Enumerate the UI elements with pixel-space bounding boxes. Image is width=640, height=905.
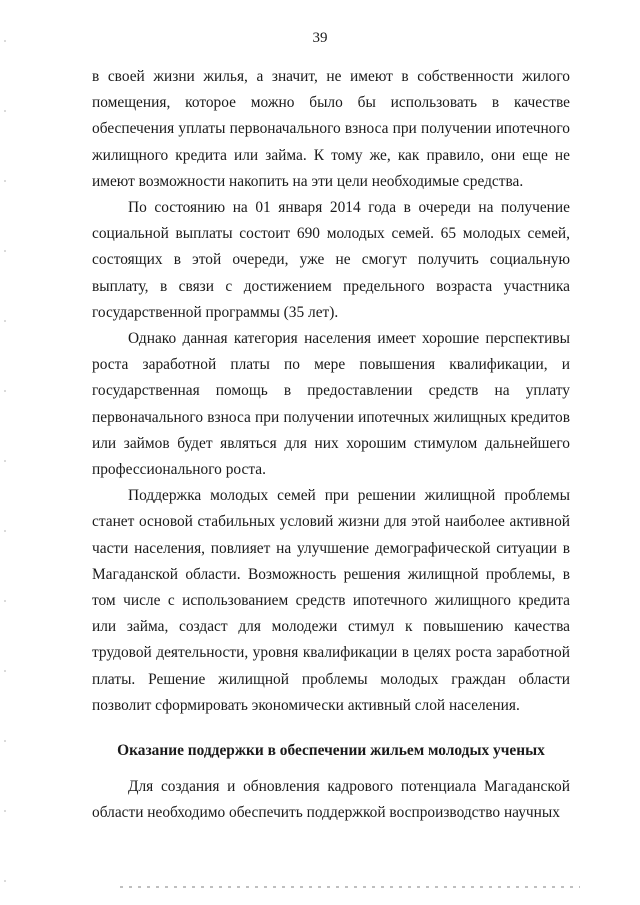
paragraph-prospects: Однако данная категория населения имеет хорошие перспективы роста заработной платы по мере повышения квалификации, и государственная помощь в предоставлении средств на уплату первоначального взноса при получении ипотечных жилищных кредитов или займов будет являться для них хорошим стимулом дальнейшего профессионального роста. [92, 330, 570, 479]
paragraph-support-families: Поддержка молодых семей при решении жилищной проблемы станет основой стабильных условий жизни для этой наиболее активной части населения, повлияет на улучшение демографической ситуации в Магаданской области. Возможность решения жилищной проблемы, в том числе с использованием средств ипотечного жилищного кредита или займа, создаст для молодежи стимул к повышению качества трудовой деятельности, уровня квалификации в целях роста заработной платы. Решение жилищной проблемы молодых граждан области позволит сформировать экономически активный слой населения. [92, 487, 570, 714]
scan-edge-artifact [4, 40, 6, 900]
scan-bottom-artifact [120, 886, 580, 888]
paragraph-continuation: в своей жизни жилья, а значит, не имеют в собственности жилого помещения, которое можно было бы использовать в качестве обеспечения уплаты первоначального взноса при получении ипотечного жилищного кредита или займа. К тому же, как правило, они еще не имеют возможности накопить на эти цели необходимые средства. [92, 68, 570, 190]
page-number: 39 [312, 30, 328, 46]
paragraph-queue-status: По состоянию на 01 января 2014 года в очереди на получение социальной выплаты состоит 690 молодых семей. 65 молодых семей, состоящих в этой очереди, уже не смогут получить социальную выплату, в связи с достижением предельного возраста участника государственной программы (35 лет). [92, 199, 570, 321]
section-heading: Оказание поддержки в обеспечении жильем молодых ученых [117, 742, 545, 760]
document-body [92, 64, 570, 826]
paragraph-young-scientists: Для создания и обновления кадрового потенциала Магаданской области необходимо обеспечить поддержкой воспроизводство научных [92, 778, 570, 822]
